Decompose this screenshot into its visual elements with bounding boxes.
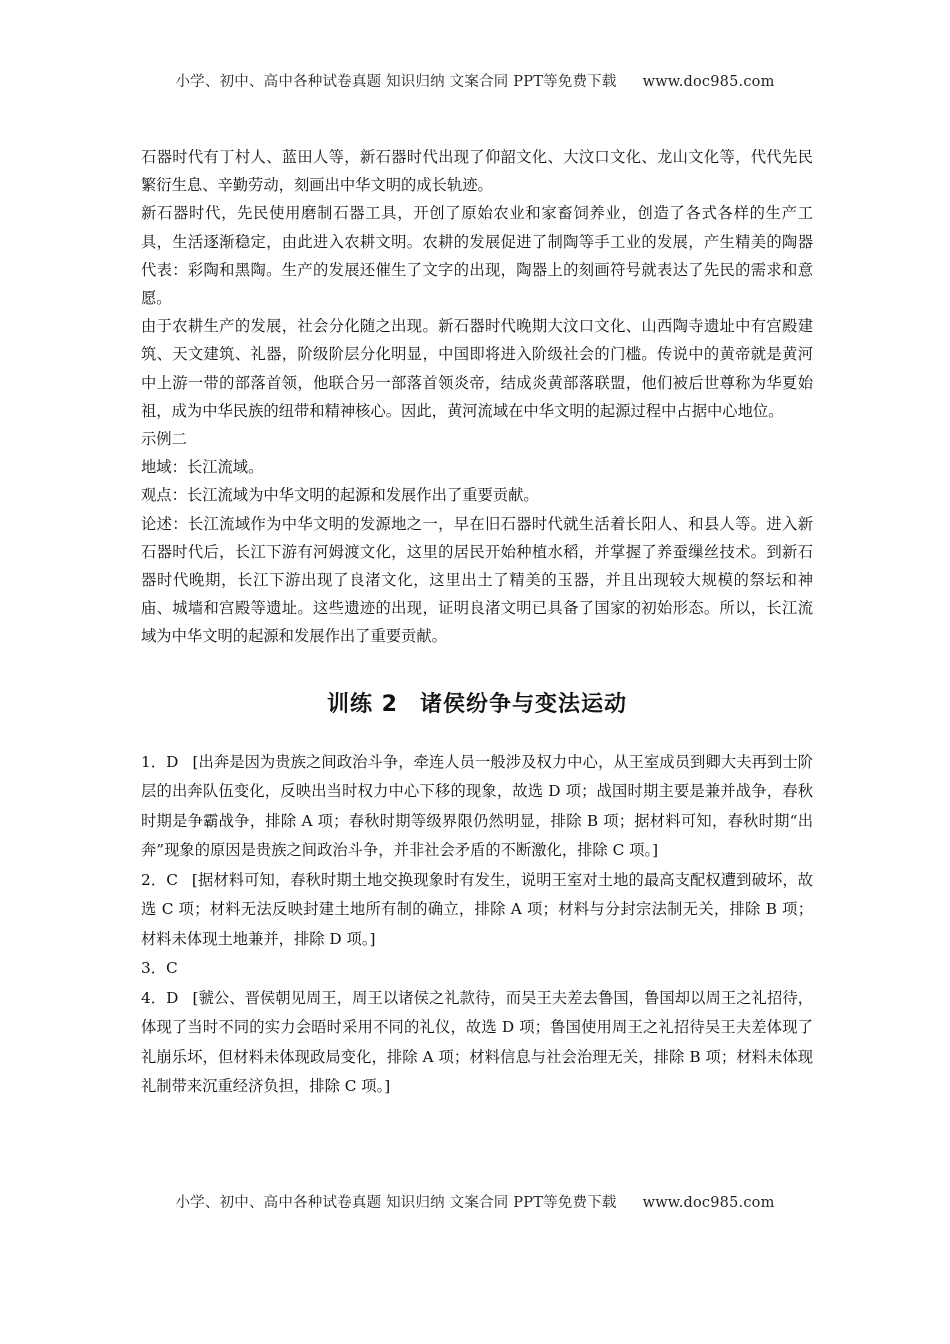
footer-text: 小学、初中、高中各种试卷真题 知识归纳 文案合同 PPT等免费下载	[175, 1195, 617, 1211]
answer-item	[141, 954, 813, 984]
page-header	[0, 70, 950, 91]
example-label: 示例二	[141, 430, 187, 449]
answer-text: [出奔是因为贵族之间政治斗争，牵连人员一般涉及权力中心，从王室成员到卿大夫再到士阶层的出奔队伍变化，反映出当时权力中心下移的现象，故选 D 项；战国时期主要是兼并战争，春秋时期是争霸战争，排除 A 项；春秋时期等级界限仍然明显，排除 B 项；据材料可知，春秋时期“出奔”现象的原因是贵族之间政治斗争，并非社会矛盾的不断激化，排除 C 项。]	[141, 752, 813, 860]
paragraph-3: 由于农耕生产的发展，社会分化随之出现。新石器时代晚期大汶口文化、山西陶寺遗址中有宫殿建筑、天文建筑、礼器，阶级阶层分化明显，中国即将进入阶级社会的门槛。传说中的黄帝就是黄河中上游一带的部落首领，他联合另一部落首领炎帝，结成炎黄部落联盟，他们被后世尊称为华夏始祖，成为中华民族的纽带和精神核心。因此，黄河流域在中华文明的起源过程中占据中心地位。	[141, 317, 813, 420]
page-footer	[0, 1191, 950, 1212]
answer-item	[141, 984, 813, 1102]
document-body	[141, 143, 813, 1102]
answer-text: [据材料可知，春秋时期土地交换现象时有发生，说明王室对土地的最高支配权遭到破坏，故选 C 项；材料无法反映封建土地所有制的确立，排除 A 项；材料与分封宗法制无关，排除 B 项；材料未体现土地兼并，排除 D 项。]	[141, 870, 813, 948]
paragraph-1: 石器时代有丁村人、蓝田人等，新石器时代出现了仰韶文化、大汶口文化、龙山文化等，代代先民繁衍生息、辛勤劳动，刻画出中华文明的成长轨迹。	[141, 148, 813, 195]
section-label: 训练 2	[327, 691, 398, 717]
header-url[interactable]: www.doc985.com	[642, 74, 775, 90]
viewpoint-line: 观点：长江流域为中华文明的起源和发展作出了重要贡献。	[141, 486, 539, 505]
paragraph-2: 新石器时代，先民使用磨制石器工具，开创了原始农业和家畜饲养业，创造了各式各样的生产工具，生活逐渐稳定，由此进入农耕文明。农耕的发展促进了制陶等手工业的发展，产生精美的陶器代表：彩陶和黑陶。生产的发展还催生了文字的出现，陶器上的刻画符号就表达了先民的需求和意愿。	[141, 204, 813, 308]
section-title	[141, 687, 813, 718]
answer-item	[141, 866, 813, 955]
footer-url[interactable]: www.doc985.com	[642, 1195, 775, 1211]
section-heading: 诸侯纷争与变法运动	[419, 691, 627, 717]
header-text: 小学、初中、高中各种试卷真题 知识归纳 文案合同 PPT等免费下载	[175, 74, 617, 90]
region-line: 地域：长江流域。	[141, 458, 264, 477]
answer-number: 1．D	[141, 752, 179, 771]
answer-number: 2．C	[141, 870, 178, 889]
answer-number: 3．C	[141, 959, 178, 978]
answer-item	[141, 748, 813, 866]
answer-text: [虢公、晋侯朝见周王，周王以诸侯之礼款待，而吴王夫差去鲁国，鲁国却以周王之礼招待，体现了当时不同的实力会晤时采用不同的礼仪，故选 D 项；鲁国使用周王之礼招待吴王夫差体现了礼崩乐坏，但材料未体现政局变化，排除 A 项；材料信息与社会治理无关，排除 B 项；材料未体现礼制带来沉重经济负担，排除 C 项。]	[141, 988, 813, 1096]
argument-paragraph: 论述：长江流域作为中华文明的发源地之一，早在旧石器时代就生活着长阳人、和县人等。进入新石器时代后，长江下游有河姆渡文化，这里的居民开始种植水稻，并掌握了养蚕缫丝技术。到新石器时代晚期，长江下游出现了良渚文化，这里出土了精美的玉器，并且出现较大规模的祭坛和神庙、城墙和宫殿等遗址。这些遗迹的出现，证明良渚文明已具备了国家的初始形态。所以，长江流域为中华文明的起源和发展作出了重要贡献。	[141, 514, 813, 646]
answer-number: 4．D	[141, 988, 179, 1007]
